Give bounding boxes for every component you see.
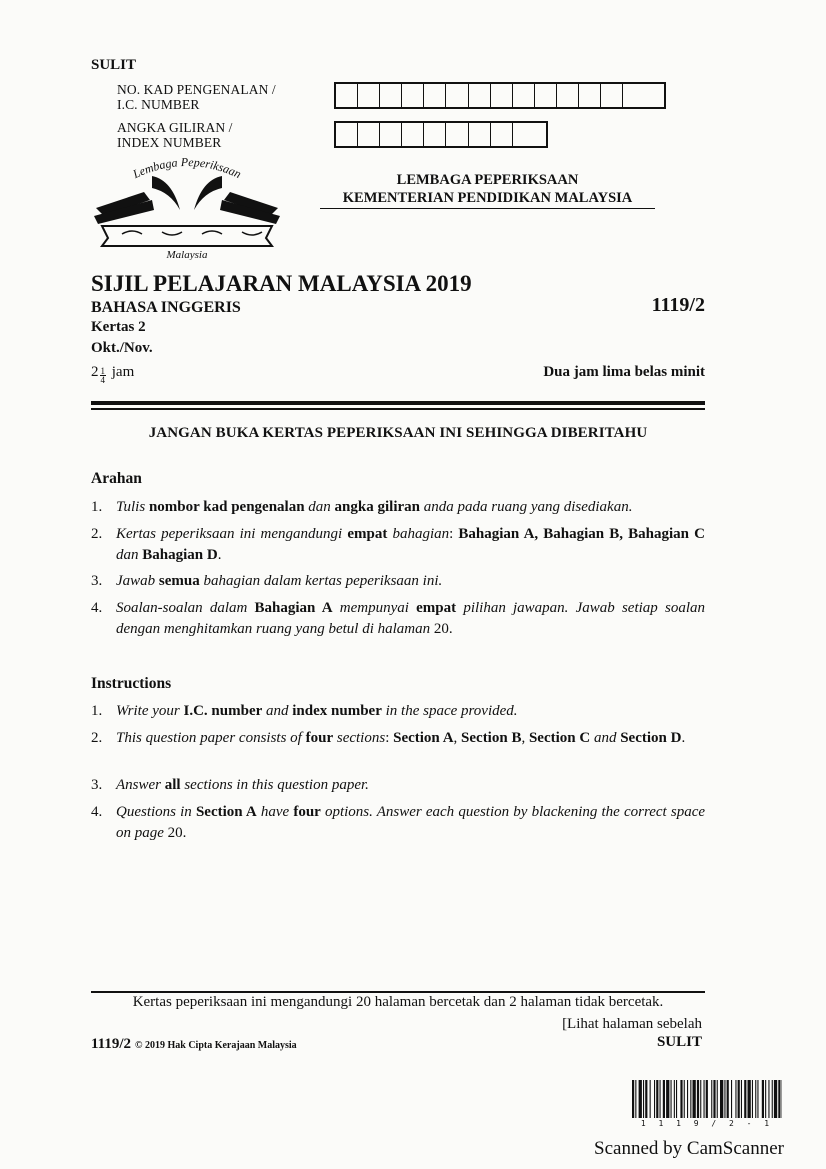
item-text-segment: Section B — [461, 730, 522, 746]
item-text-segment: anda pada ruang yang disediakan. — [419, 499, 633, 515]
item-number: 1. — [91, 499, 103, 515]
barcode-bar — [690, 1080, 691, 1118]
item-text-segment: Questions in — [116, 804, 196, 820]
barcode-bar — [697, 1080, 699, 1118]
duration-hours — [91, 364, 134, 384]
arahan-item — [91, 497, 705, 518]
duration-unit: jam — [111, 364, 135, 380]
item-text-segment: Jawab — [116, 573, 159, 589]
index-label-english: INDEX NUMBER — [117, 135, 222, 150]
item-text — [116, 701, 705, 722]
item-text-segment: Bahagian D — [142, 547, 218, 563]
barcode-bar — [656, 1080, 658, 1118]
item-text-segment: : — [449, 526, 459, 542]
ic-digit-box[interactable] — [446, 84, 468, 107]
barcode — [632, 1080, 782, 1118]
do-not-open-warning: JANGAN BUKA KERTAS PEPERIKSAAN INI SEHINGGA DIBERITAHU — [148, 425, 648, 441]
item-text — [116, 728, 705, 749]
subject-name: BAHASA INGGERIS — [91, 299, 241, 316]
ic-digit-box[interactable] — [601, 84, 623, 107]
footer-code — [91, 1036, 297, 1053]
barcode-bar — [680, 1080, 682, 1118]
exam-title: SIJIL PELAJARAN MALAYSIA 2019 — [91, 271, 472, 296]
item-number: 4. — [91, 600, 103, 616]
item-text-segment: 20. — [433, 621, 453, 637]
duration-whole: 2 — [91, 364, 99, 380]
ic-digit-box[interactable] — [513, 84, 535, 107]
barcode-bar — [684, 1080, 685, 1118]
svg-text:Lembaga Peperiksaan — [130, 155, 244, 182]
item-text-segment: angka giliran — [334, 499, 420, 515]
divider-thin — [91, 408, 705, 410]
item-text-segment: semua — [158, 573, 200, 589]
ic-digit-box[interactable] — [402, 84, 424, 107]
copyright-notice: © 2019 Hak Cipta Kerajaan Malaysia — [135, 1040, 297, 1051]
item-number: 3. — [91, 777, 103, 793]
barcode-bar — [654, 1080, 655, 1118]
ic-digit-box[interactable] — [336, 84, 358, 107]
barcode-bar — [645, 1080, 647, 1118]
item-text-segment: , — [453, 730, 462, 746]
index-number-boxes[interactable] — [334, 121, 548, 148]
barcode-bar — [639, 1080, 642, 1118]
barcode-bar — [717, 1080, 718, 1118]
barcode-bar — [741, 1080, 742, 1118]
instructions-heading: Instructions — [91, 675, 172, 692]
barcode-bar — [671, 1080, 672, 1118]
scanner-watermark: Scanned by CamScanner — [594, 1138, 784, 1159]
item-text-segment: sections in this question paper. — [180, 777, 369, 793]
arahan-item — [91, 598, 705, 640]
item-text-segment: have — [256, 804, 294, 820]
logo-bottom-text: Malaysia — [166, 249, 208, 260]
barcode-bar — [704, 1080, 705, 1118]
item-text-segment: pilihan jawapan. Jawab setiap soalan dengan menghitamkan ruang yang betul di halaman — [116, 600, 705, 637]
item-text-segment: bahagian — [387, 526, 450, 542]
classification-label: SULIT — [91, 57, 137, 73]
fraction-numerator: 1 — [100, 366, 105, 376]
logo-top-text: Lembaga Peperiksaan — [130, 154, 244, 182]
item-number: 2. — [91, 526, 103, 542]
item-text — [116, 598, 705, 640]
ic-digit-box[interactable] — [358, 84, 380, 107]
ic-digit-box[interactable] — [557, 84, 579, 107]
ic-number-boxes[interactable] — [334, 82, 666, 109]
instruction-item — [91, 728, 705, 749]
ministry-name: KEMENTERIAN PENDIDIKAN MALAYSIA — [320, 190, 655, 209]
item-text-segment: four — [305, 730, 334, 746]
barcode-bar — [774, 1080, 777, 1118]
item-text-segment: This question paper consists of — [116, 730, 306, 746]
barcode-bar — [738, 1080, 740, 1118]
ic-label-english: I.C. NUMBER — [117, 97, 200, 112]
ic-number-label — [117, 82, 276, 112]
duration-words: Dua jam lima belas minit — [543, 364, 705, 380]
item-text-segment: Section A — [195, 804, 257, 820]
index-digit-box[interactable] — [358, 123, 380, 146]
item-text-segment: in the space provided. — [381, 703, 518, 719]
item-text — [116, 571, 705, 592]
barcode-bar — [744, 1080, 746, 1118]
item-text — [116, 524, 705, 566]
paper-number: Kertas 2 — [91, 319, 146, 335]
arahan-item — [91, 524, 705, 566]
ic-digit-box[interactable] — [535, 84, 557, 107]
arahan-item — [91, 571, 705, 592]
barcode-bar — [757, 1080, 758, 1118]
item-text-segment: Bahagian A, Bahagian B, Bahagian C — [458, 526, 705, 542]
item-text-segment: and — [590, 730, 621, 746]
barcode-bar — [778, 1080, 780, 1118]
barcode-bar — [720, 1080, 723, 1118]
item-text-segment: Tulis — [116, 499, 149, 515]
ic-digit-box[interactable] — [424, 84, 446, 107]
see-next-page: [Lihat halaman sebelah — [562, 1016, 702, 1032]
barcode-bar — [768, 1080, 769, 1118]
item-text — [116, 775, 705, 796]
barcode-bar — [765, 1080, 766, 1118]
item-text-segment: empat — [347, 526, 388, 542]
item-text-segment: all — [164, 777, 181, 793]
footer-classification: SULIT — [656, 1034, 702, 1050]
divider-thick — [91, 401, 705, 405]
item-text-segment: Section C — [528, 730, 591, 746]
exam-session: Okt./Nov. — [91, 340, 153, 356]
instruction-item — [91, 775, 705, 796]
item-text-segment: 20. — [167, 825, 187, 841]
barcode-bar — [727, 1080, 729, 1118]
footer-divider — [91, 991, 705, 993]
ic-digit-box[interactable] — [380, 84, 402, 107]
barcode-text: 1 1 1 9 / 2 - 1 — [640, 1119, 774, 1128]
item-text-segment: sections — [333, 730, 386, 746]
fraction-denominator: 4 — [100, 375, 105, 385]
footer-paper-code: 1119/2 — [91, 1036, 132, 1052]
ic-digit-box[interactable] — [491, 84, 513, 107]
barcode-bar — [711, 1080, 712, 1118]
item-text-segment: Write your — [116, 703, 184, 719]
barcode-bar — [693, 1080, 696, 1118]
barcode-bar — [676, 1080, 677, 1118]
item-text-segment: I.C. number — [183, 703, 263, 719]
barcode-bar — [643, 1080, 644, 1118]
item-text-segment: nombor kad pengenalan — [148, 499, 305, 515]
index-digit-box[interactable] — [446, 123, 468, 146]
barcode-bar — [772, 1080, 773, 1118]
ic-digit-box[interactable] — [469, 84, 491, 107]
index-label-malay: ANGKA GILIRAN / — [117, 120, 233, 135]
barcode-bar — [706, 1080, 708, 1118]
barcode-bar — [660, 1080, 661, 1118]
item-text-segment: Bahagian A — [254, 600, 333, 616]
item-text — [116, 802, 705, 844]
item-text-segment: dan — [116, 547, 143, 563]
index-digit-box[interactable] — [491, 123, 513, 146]
item-text-segment: Section D — [620, 730, 682, 746]
item-number: 3. — [91, 573, 103, 589]
barcode-bar — [666, 1080, 669, 1118]
barcode-bar — [674, 1080, 675, 1118]
exam-board-logo — [92, 152, 282, 260]
board-name: LEMBAGA PEPERIKSAAN — [396, 172, 579, 188]
duration-fraction — [100, 367, 107, 384]
arahan-heading: Arahan — [91, 470, 142, 487]
instruction-item — [91, 701, 705, 722]
item-text-segment: Soalan-soalan dalam — [116, 600, 255, 616]
barcode-bar — [731, 1080, 732, 1118]
item-text-segment: options. Answer each question by blackening the correct space on page — [116, 804, 706, 841]
item-text-segment: . — [217, 547, 222, 563]
barcode-bar — [762, 1080, 764, 1118]
item-number: 4. — [91, 804, 103, 820]
instruction-item — [91, 802, 705, 844]
index-digit-box[interactable] — [469, 123, 491, 146]
barcode-bar — [635, 1080, 636, 1118]
item-text-segment: bahagian dalam kertas peperiksaan ini. — [199, 573, 443, 589]
index-digit-box[interactable] — [380, 123, 402, 146]
item-text — [116, 497, 705, 518]
item-text-segment: : — [385, 730, 394, 746]
item-text-segment: four — [293, 804, 321, 820]
item-text-segment: . — [681, 730, 686, 746]
barcode-bar — [650, 1080, 651, 1118]
item-text-segment: Answer — [116, 777, 165, 793]
item-text-segment: empat — [416, 600, 457, 616]
item-text-segment: Section A — [393, 730, 454, 746]
barcode-bar — [687, 1080, 688, 1118]
item-text-segment: index number — [292, 703, 382, 719]
item-number: 2. — [91, 730, 103, 746]
paper-code: 1119/2 — [651, 294, 705, 316]
item-text-segment: and — [262, 703, 293, 719]
barcode-bar — [748, 1080, 751, 1118]
item-text-segment: , — [521, 730, 529, 746]
barcode-bar — [755, 1080, 756, 1118]
page-count-note: Kertas peperiksaan ini mengandungi 20 halaman bercetak dan 2 halaman tidak bercetak. — [132, 994, 664, 1010]
barcode-bar — [663, 1080, 665, 1118]
item-text-segment: mempunyai — [332, 600, 417, 616]
ic-digit-box[interactable] — [623, 84, 645, 107]
item-number: 1. — [91, 703, 103, 719]
barcode-bar — [700, 1080, 701, 1118]
ic-label-malay: NO. KAD PENGENALAN / — [117, 82, 276, 97]
ic-digit-box[interactable] — [579, 84, 601, 107]
index-digit-box[interactable] — [402, 123, 424, 146]
index-number-label — [117, 120, 233, 150]
barcode-bar — [735, 1080, 736, 1118]
item-text-segment: dan — [304, 499, 335, 515]
barcode-bar — [713, 1080, 715, 1118]
item-text-segment: Kertas peperiksaan ini mengandungi — [116, 526, 348, 542]
barcode-bar — [632, 1080, 634, 1118]
barcode-bar — [752, 1080, 753, 1118]
index-digit-box[interactable] — [513, 123, 535, 146]
index-digit-box[interactable] — [336, 123, 358, 146]
barcode-bar — [724, 1080, 725, 1118]
index-digit-box[interactable] — [424, 123, 446, 146]
